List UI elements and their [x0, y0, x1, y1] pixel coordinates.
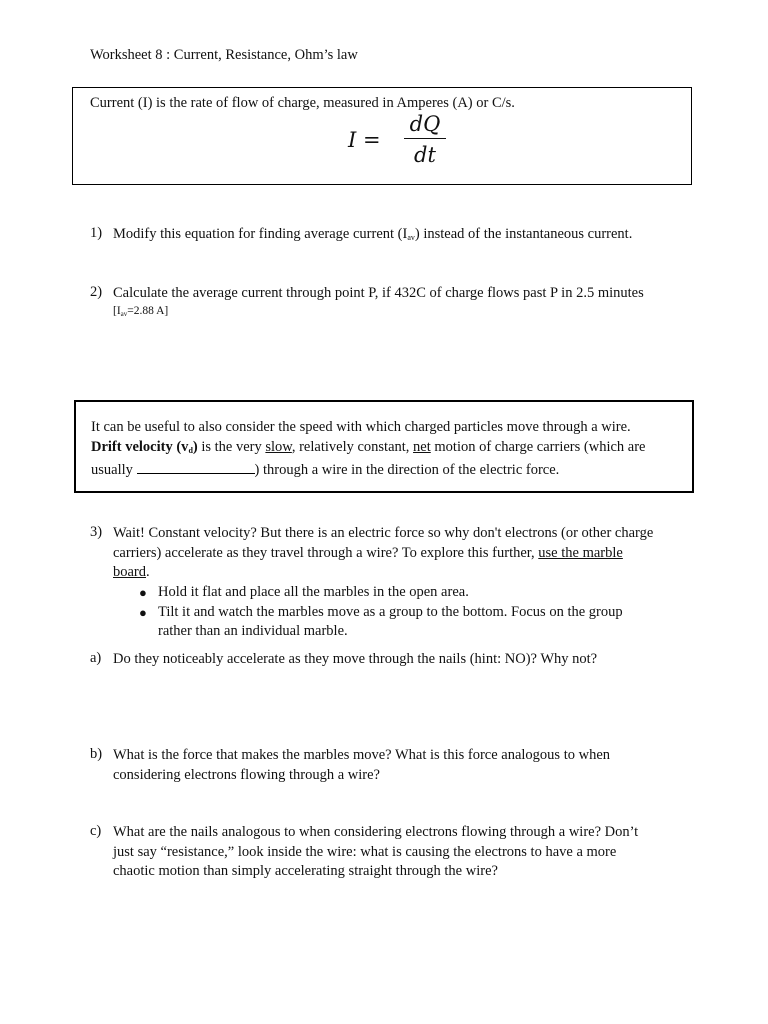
- drift-line-2-a: is the very: [197, 438, 266, 455]
- equation-fraction: [404, 112, 446, 167]
- drift-term-text: Drift velocity (v: [91, 438, 189, 455]
- question-text: [113, 746, 610, 785]
- worksheet-title: Worksheet 8 : Current, Resistance, Ohm’s law: [90, 47, 358, 63]
- bullet-item: [137, 583, 623, 603]
- q3-line-3: [113, 563, 653, 583]
- drift-term-close: ): [192, 438, 198, 455]
- qb-line-1: What is the force that makes the marbles move? What is this force analogous to when: [113, 747, 611, 763]
- bullet-text: Hold it flat and place all the marbles in the open area.: [158, 584, 469, 600]
- q2-answer-start: [I: [113, 305, 121, 317]
- q1-subscript: av: [407, 233, 415, 242]
- drift-velocity-text: [91, 418, 645, 481]
- underlined-net: net: [413, 438, 431, 455]
- bullet-text-line-1: Tilt it and watch the marbles move as a group to the bottom. Focus on the group: [158, 603, 623, 620]
- bullet-icon: ●: [139, 604, 147, 620]
- q3-line-2: [113, 544, 653, 564]
- q2-answer-end: =2.88 A]: [127, 305, 169, 317]
- fill-in-blank[interactable]: [137, 460, 255, 474]
- bullet-icon: ●: [139, 585, 147, 600]
- q2-answer-subscript: av: [120, 310, 128, 318]
- q1-text-end: ) instead of the instantaneous current.: [414, 226, 633, 242]
- question-number: a): [90, 650, 102, 666]
- drift-velocity-box: [74, 400, 694, 493]
- equation-denominator: dt: [414, 143, 436, 167]
- drift-line-3: [91, 460, 645, 481]
- question-number: b): [90, 746, 103, 762]
- question-number: c): [90, 823, 102, 839]
- q1-text-start: Modify this equation for finding average current (I: [113, 226, 408, 242]
- question-text: [113, 225, 632, 248]
- current-definition-box: [72, 87, 692, 185]
- qb-line-2: considering electrons flowing through a wire?: [113, 766, 380, 783]
- q3-line-2-text: carriers) accelerate as they travel through a wire? To explore this further,: [113, 544, 539, 561]
- q3-line-1: Wait! Constant velocity? But there is an electric force so why don't electrons (or other charge: [113, 525, 654, 541]
- marble-board-underline-2: board: [113, 564, 147, 580]
- drift-line-2-c: motion of charge carriers (which are: [430, 438, 646, 455]
- marble-instructions-list: [137, 583, 623, 642]
- fraction-bar: [404, 138, 446, 139]
- drift-line-1: It can be useful to also consider the speed with which charged particles move through a wire.: [91, 419, 631, 435]
- question-text: [113, 524, 653, 583]
- current-definition-text: Current (I) is the rate of flow of charge, measured in Amperes (A) or C/s.: [90, 95, 515, 111]
- marble-board-underline-1: use the marble: [538, 544, 623, 561]
- question-text: [113, 823, 638, 882]
- bullet-item: [137, 603, 623, 642]
- q3-line-3-end: .: [146, 564, 150, 580]
- drift-line-3-a: usually: [91, 462, 137, 478]
- equation-lhs: I =: [348, 128, 381, 152]
- underlined-slow: slow: [265, 438, 292, 455]
- equation-numerator: dQ: [409, 112, 441, 136]
- drift-line-2: [91, 438, 645, 461]
- question-number: 1): [90, 225, 103, 241]
- question-text: Calculate the average current through point P, if 432C of charge flows past P in 2.5 minutes: [113, 285, 644, 301]
- drift-term: [91, 439, 198, 455]
- drift-term-subscript: d: [188, 445, 193, 455]
- bullet-text-line-2: rather than an individual marble.: [158, 623, 348, 639]
- q2-answer: [113, 302, 168, 325]
- question-text: Do they noticeably accelerate as they move through the nails (hint: NO)? Why not?: [113, 651, 598, 667]
- drift-line-3-b: ) through a wire in the direction of the electric force.: [254, 462, 560, 478]
- qc-line-3: chaotic motion than simply accelerating straight through the wire?: [113, 863, 498, 879]
- drift-line-2-b: , relatively constant,: [291, 438, 414, 455]
- qc-line-1: What are the nails analogous to when considering electrons flowing through a wire? Don’t: [113, 824, 639, 840]
- qc-line-2: just say “resistance,” look inside the wire: what is causing the electrons to have a more: [113, 843, 617, 860]
- question-number: 2): [90, 284, 103, 300]
- question-number: 3): [90, 524, 103, 540]
